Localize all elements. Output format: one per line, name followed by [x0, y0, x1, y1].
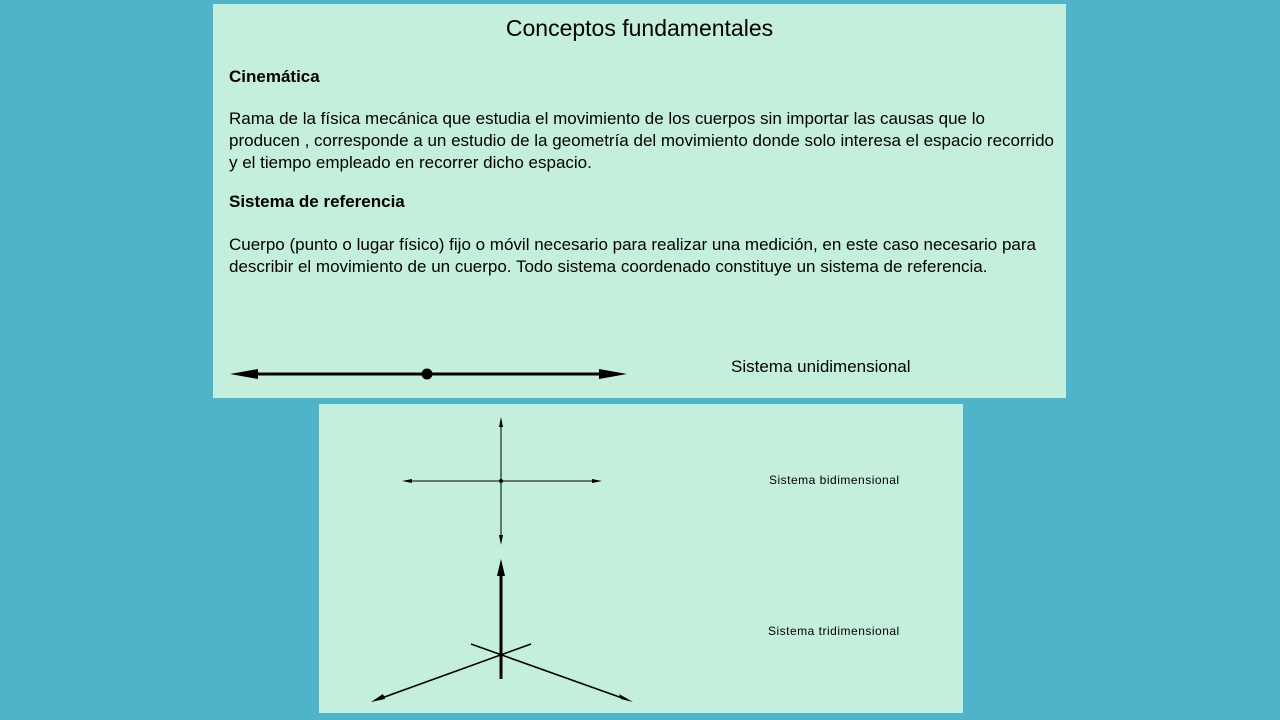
- one-d-label: Sistema unidimensional: [731, 357, 911, 376]
- three-dimensional-axes-diagram: [319, 404, 963, 713]
- concepts-panel: [213, 4, 1066, 398]
- three-d-right-axis: [471, 644, 625, 699]
- cinematica-definition: Rama de la física mecánica que estudia el movimiento de los cuerpos sin importar las causas que lo producen , corresponde a un estudio de la geometría del movimiento donde solo interesa el espacio recorrido y el tiempo empleado en recorrer dicho espacio.: [229, 109, 1054, 172]
- three-d-left-arrow: [371, 694, 385, 702]
- three-d-top-arrow: [497, 559, 505, 576]
- one-d-left-arrow: [230, 369, 258, 379]
- sistema-referencia-heading: Sistema de referencia: [229, 192, 405, 211]
- slide-title: Conceptos fundamentales: [505, 15, 774, 41]
- coordinate-systems-panel: [319, 404, 963, 713]
- one-d-right-arrow: [599, 369, 627, 379]
- sistema-referencia-definition: Cuerpo (punto o lugar físico) fijo o móvil necesario para realizar una medición, en este caso necesario para describir el movimiento de un cuerpo. Todo sistema coordenado constituye un sistema de referencia.: [229, 235, 1036, 276]
- two-d-label: Sistema bidimensional: [769, 473, 900, 487]
- three-d-right-arrow: [619, 694, 633, 702]
- cinematica-heading: Cinemática: [229, 67, 320, 86]
- one-d-origin-point: [422, 369, 433, 380]
- one-dimensional-axis-diagram: [213, 4, 1066, 398]
- three-d-left-axis: [379, 644, 531, 699]
- three-d-label: Sistema tridimensional: [768, 624, 900, 638]
